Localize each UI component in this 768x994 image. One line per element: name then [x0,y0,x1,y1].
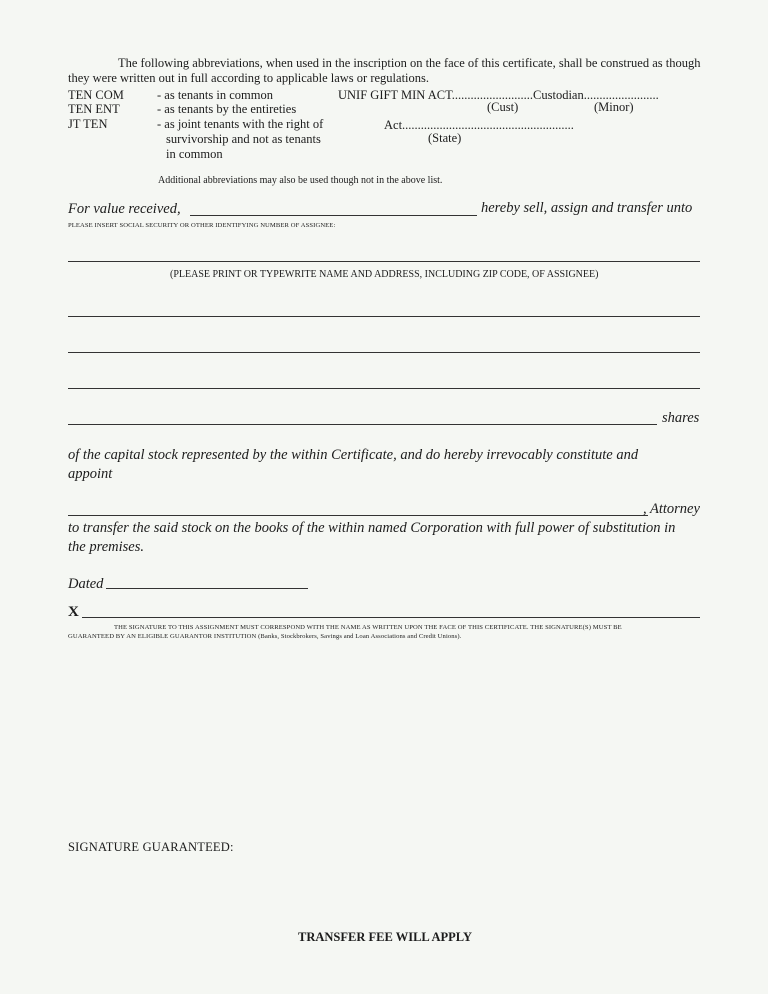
signature-note-line-1: THE SIGNATURE TO THIS ASSIGNMENT MUST CORRESPOND WITH THE NAME AS WRITTEN UPON THE FACE OF THIS CERTIFICATE. THE SIGNATURE(S) MUST BE [114,624,622,631]
hereby-sell-assign-label: hereby sell, assign and transfer unto [481,200,693,216]
abbr-meaning-jt-ten: - as joint tenants with the right of [157,117,324,131]
intro-line-2: they were written out in full according to applicable laws or regulations. [68,71,429,85]
transfer-text-line-1: to transfer the said stock on the books of the within named Corporation with full power of substitution in [68,520,676,536]
signature-x-mark: X [68,604,79,620]
capital-stock-text-line-2: appoint [68,466,113,482]
assignee-address-line-1[interactable] [68,316,700,317]
ssn-instruction: PLEASE INSERT SOCIAL SECURITY OR OTHER IDENTIFYING NUMBER OF ASSIGNEE: [68,222,336,229]
assignee-ssn-line[interactable] [68,261,700,262]
for-value-received-label: For value received, [68,201,181,217]
transfer-fee-notice: TRANSFER FEE WILL APPLY [298,930,473,944]
additional-abbreviations-note: Additional abbreviations may also be used though not in the above list. [158,175,443,186]
date-blank-line[interactable] [106,588,308,589]
abbr-meaning-jt-ten-cont2: in common [166,147,223,161]
signature-guaranteed-label: SIGNATURE GUARANTEED: [68,840,234,854]
unif-act: Act....................................................... [384,118,574,132]
assignee-address-line-2[interactable] [68,352,700,353]
print-name-address-instruction: (PLEASE PRINT OR TYPEWRITE NAME AND ADDRESS, INCLUDING ZIP CODE, OF ASSIGNEE) [170,269,599,280]
intro-line-1: The following abbreviations, when used in the inscription on the face of this certificate, shall be construed as though [118,56,701,70]
abbr-code-jt-ten: JT TEN [68,117,108,131]
consideration-blank-line[interactable] [190,215,477,216]
attorney-label: , Attorney [643,501,700,517]
assignee-address-line-3[interactable] [68,388,700,389]
unif-minor-label: (Minor) [594,100,634,114]
capital-stock-text-line-1: of the capital stock represented by the within Certificate, and do hereby irrevocably constitute and [68,447,639,463]
abbr-code-ten-com: TEN COM [68,88,124,102]
signature-blank-line[interactable] [82,617,700,618]
abbr-meaning-jt-ten-cont1: survivorship and not as tenants [166,132,321,146]
abbr-meaning-ten-ent: - as tenants by the entireties [157,102,297,116]
abbr-meaning-ten-com: - as tenants in common [157,88,273,102]
dated-label: Dated [68,576,104,592]
shares-blank-line[interactable] [68,424,657,425]
abbr-code-ten-ent: TEN ENT [68,102,120,116]
shares-label: shares [662,410,700,426]
transfer-text-line-2: the premises. [68,539,144,555]
attorney-blank-line[interactable] [68,515,648,516]
unif-state-label: (State) [428,131,462,145]
unif-cust-label: (Cust) [487,100,519,114]
signature-note-line-2: GUARANTEED BY AN ELIGIBLE GUARANTOR INSTITUTION (Banks, Stockbrokers, Savings and Loan Associations and Credit Unions). [68,633,462,640]
unif-gift-min-act: UNIF GIFT MIN ACT..........................Custodian........................ [338,88,659,102]
